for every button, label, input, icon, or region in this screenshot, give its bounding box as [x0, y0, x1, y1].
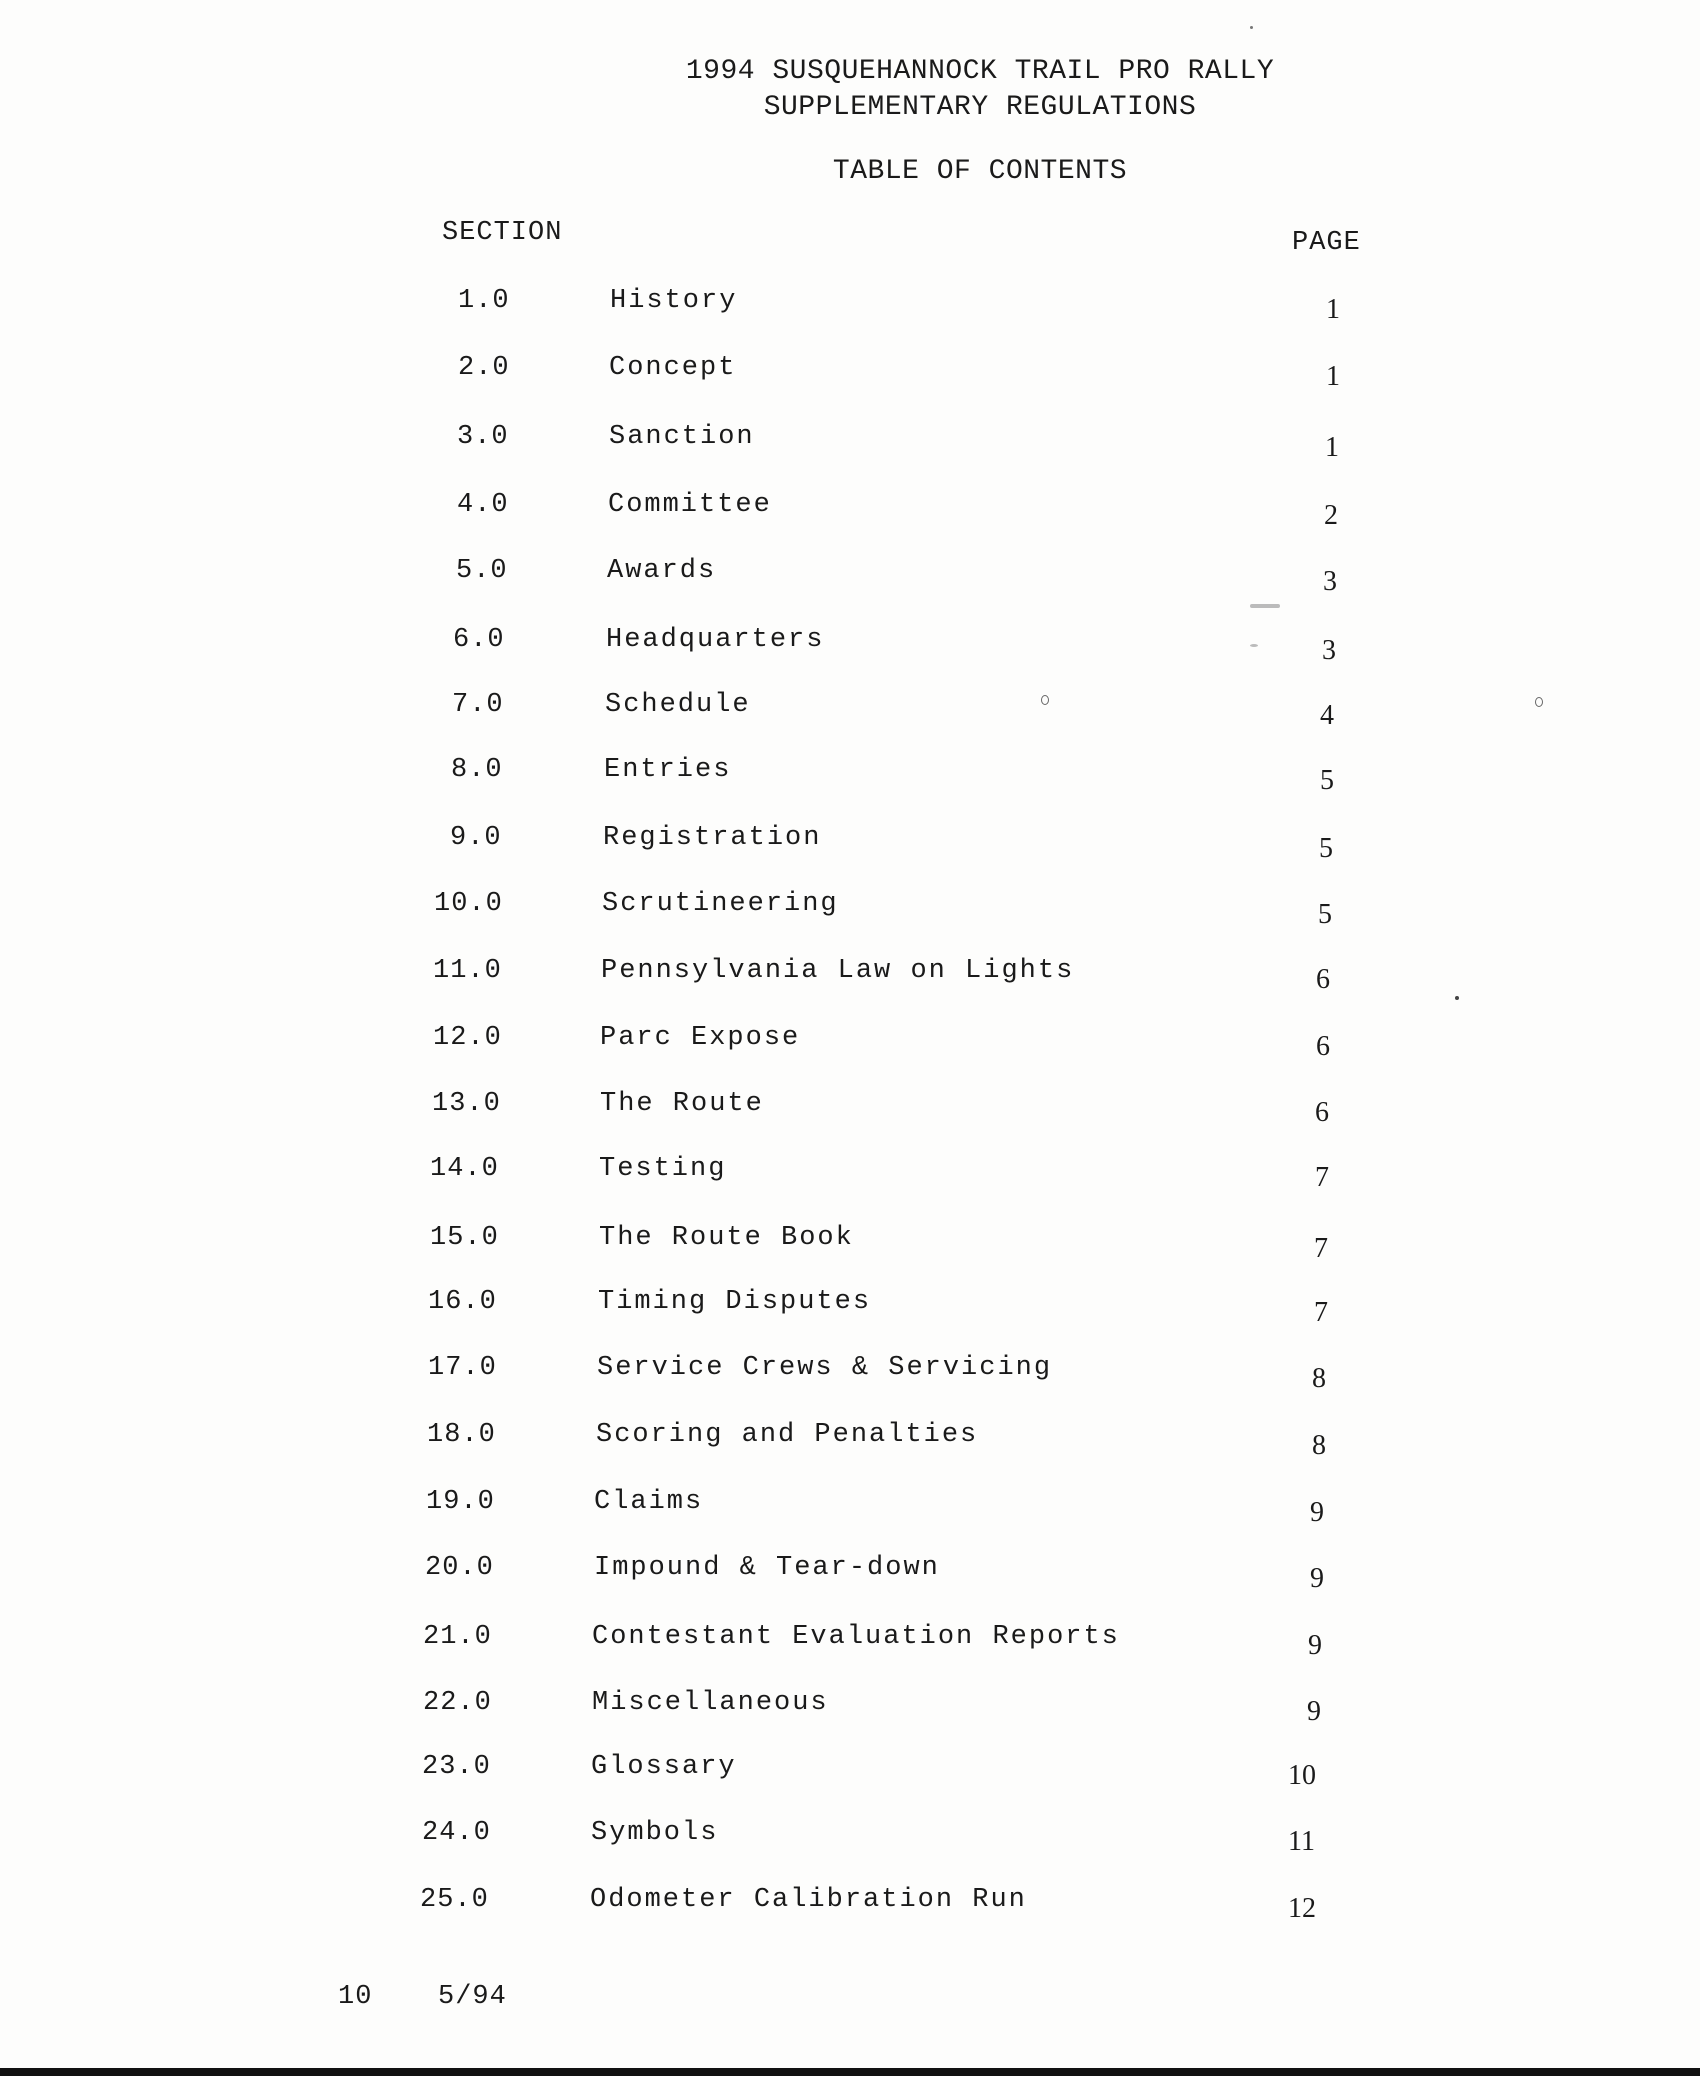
toc-section-number: 11.0: [433, 956, 502, 986]
toc-section-number: 3.0: [457, 422, 509, 452]
toc-section-number: 12.0: [433, 1023, 502, 1053]
toc-page-number: 10: [1288, 1760, 1316, 1791]
toc-page-number: 8: [1312, 1430, 1326, 1461]
toc-section-number: 22.0: [423, 1688, 492, 1718]
toc-section-title: Service Crews & Servicing: [597, 1353, 1053, 1383]
toc-section-title: Timing Disputes: [598, 1287, 872, 1317]
toc-section-title: Entries: [604, 755, 732, 785]
toc-row: [0, 690, 1700, 730]
toc-section-title: Schedule: [605, 690, 751, 720]
toc-section-number: 13.0: [432, 1089, 501, 1119]
toc-page-number: 9: [1310, 1563, 1324, 1594]
toc-row: [0, 823, 1700, 863]
toc-page-number: 3: [1322, 635, 1336, 666]
toc-row: [0, 353, 1700, 393]
toc-section-number: 19.0: [426, 1487, 495, 1517]
toc-page-number: 3: [1323, 566, 1337, 597]
toc-page-number: 9: [1307, 1696, 1321, 1727]
toc-section-title: The Route: [600, 1089, 764, 1119]
toc-row: [0, 1089, 1700, 1129]
toc-section-number: 2.0: [458, 353, 510, 383]
scan-speck: [1250, 26, 1253, 29]
toc-section-number: 5.0: [456, 556, 508, 586]
toc-section-number: 8.0: [451, 755, 503, 785]
toc-page-number: 8: [1312, 1363, 1326, 1394]
toc-heading: TABLE OF CONTENTS: [832, 156, 1128, 187]
toc-section-number: 18.0: [427, 1420, 496, 1450]
scan-ring-mark: [1041, 695, 1049, 705]
toc-section-number: 25.0: [420, 1885, 489, 1915]
scan-ring-mark: [1535, 697, 1543, 707]
toc-page-number: 9: [1308, 1630, 1322, 1661]
toc-row: [0, 1553, 1700, 1593]
toc-page-number: 6: [1316, 1031, 1330, 1062]
toc-section-title: Miscellaneous: [592, 1688, 829, 1718]
toc-section-number: 15.0: [430, 1223, 499, 1253]
bottom-rule: [0, 2068, 1700, 2076]
toc-section-title: Scoring and Penalties: [596, 1420, 979, 1450]
toc-section-title: Testing: [599, 1154, 727, 1184]
toc-page-number: 5: [1318, 899, 1332, 930]
toc-row: [0, 1420, 1700, 1460]
toc-page-number: 7: [1314, 1297, 1328, 1328]
toc-section-number: 9.0: [450, 823, 502, 853]
toc-page-number: 2: [1324, 500, 1338, 531]
toc-section-title: Concept: [609, 353, 737, 383]
toc-section-title: Parc Expose: [600, 1023, 801, 1053]
toc-row: [0, 1818, 1700, 1858]
toc-section-number: 10.0: [434, 889, 503, 919]
toc-section-number: 14.0: [430, 1154, 499, 1184]
toc-row: [0, 556, 1700, 596]
toc-section-title: History: [610, 286, 738, 316]
toc-row: [0, 1287, 1700, 1327]
toc-section-title: Symbols: [591, 1818, 719, 1848]
toc-section-title: Pennsylvania Law on Lights: [601, 956, 1075, 986]
toc-page-number: 1: [1326, 294, 1340, 325]
scan-speck: [1455, 996, 1459, 1000]
toc-page-number: 1: [1325, 432, 1339, 463]
toc-page-number: 5: [1319, 833, 1333, 864]
toc-section-title: Glossary: [591, 1752, 737, 1782]
toc-section-title: Contestant Evaluation Reports: [592, 1622, 1120, 1652]
toc-row: [0, 286, 1700, 326]
toc-section-number: 17.0: [428, 1353, 497, 1383]
toc-row: [0, 1223, 1700, 1263]
toc-row: [0, 1688, 1700, 1728]
toc-page-number: 6: [1316, 964, 1330, 995]
toc-row: [0, 1752, 1700, 1792]
toc-page-number: 7: [1314, 1233, 1328, 1264]
toc-section-title: Odometer Calibration Run: [590, 1885, 1027, 1915]
toc-section-number: 7.0: [452, 690, 504, 720]
toc-section-number: 16.0: [428, 1287, 497, 1317]
toc-page-number: 1: [1326, 361, 1340, 392]
toc-section-title: Headquarters: [606, 625, 825, 655]
toc-row: [0, 422, 1700, 462]
toc-section-title: The Route Book: [599, 1223, 854, 1253]
toc-row: [0, 1353, 1700, 1393]
toc-row: [0, 490, 1700, 530]
toc-page-number: 6: [1315, 1097, 1329, 1128]
toc-section-number: 20.0: [425, 1553, 494, 1583]
toc-page-number: 5: [1320, 765, 1334, 796]
toc-section-title: Impound & Tear-down: [594, 1553, 940, 1583]
toc-section-title: Sanction: [609, 422, 755, 452]
toc-section-number: 24.0: [422, 1818, 491, 1848]
section-column-header: SECTION: [442, 218, 563, 248]
toc-row: [0, 1487, 1700, 1527]
document-title: 1994 SUSQUEHANNOCK TRAIL PRO RALLY: [685, 56, 1275, 87]
footer-page-number: 10: [338, 1982, 373, 2012]
toc-page-number: 11: [1288, 1826, 1315, 1857]
toc-page-number: 4: [1320, 700, 1334, 731]
document-subtitle: SUPPLEMENTARY REGULATIONS: [763, 92, 1197, 123]
toc-row: [0, 889, 1700, 929]
scan-speck: [1250, 644, 1258, 647]
toc-row: [0, 625, 1700, 665]
toc-section-number: 4.0: [457, 490, 509, 520]
scan-speck: [1250, 604, 1280, 608]
toc-section-number: 1.0: [458, 286, 510, 316]
toc-section-title: Registration: [603, 823, 822, 853]
toc-section-number: 21.0: [423, 1622, 492, 1652]
footer-date: 5/94: [438, 1982, 507, 2012]
toc-section-number: 23.0: [422, 1752, 491, 1782]
toc-row: [0, 755, 1700, 795]
toc-row: [0, 1885, 1700, 1925]
toc-section-title: Claims: [594, 1487, 704, 1517]
toc-section-number: 6.0: [453, 625, 505, 655]
toc-row: [0, 1023, 1700, 1063]
toc-section-title: Scrutineering: [602, 889, 839, 919]
page-column-header: PAGE: [1292, 228, 1361, 258]
toc-page-number: 9: [1310, 1497, 1324, 1528]
toc-row: [0, 1154, 1700, 1194]
toc-section-title: Awards: [607, 556, 717, 586]
toc-page-number: 7: [1315, 1162, 1329, 1193]
toc-section-title: Committee: [608, 490, 772, 520]
toc-row: [0, 956, 1700, 996]
toc-page-number: 12: [1288, 1893, 1316, 1924]
toc-row: [0, 1622, 1700, 1662]
